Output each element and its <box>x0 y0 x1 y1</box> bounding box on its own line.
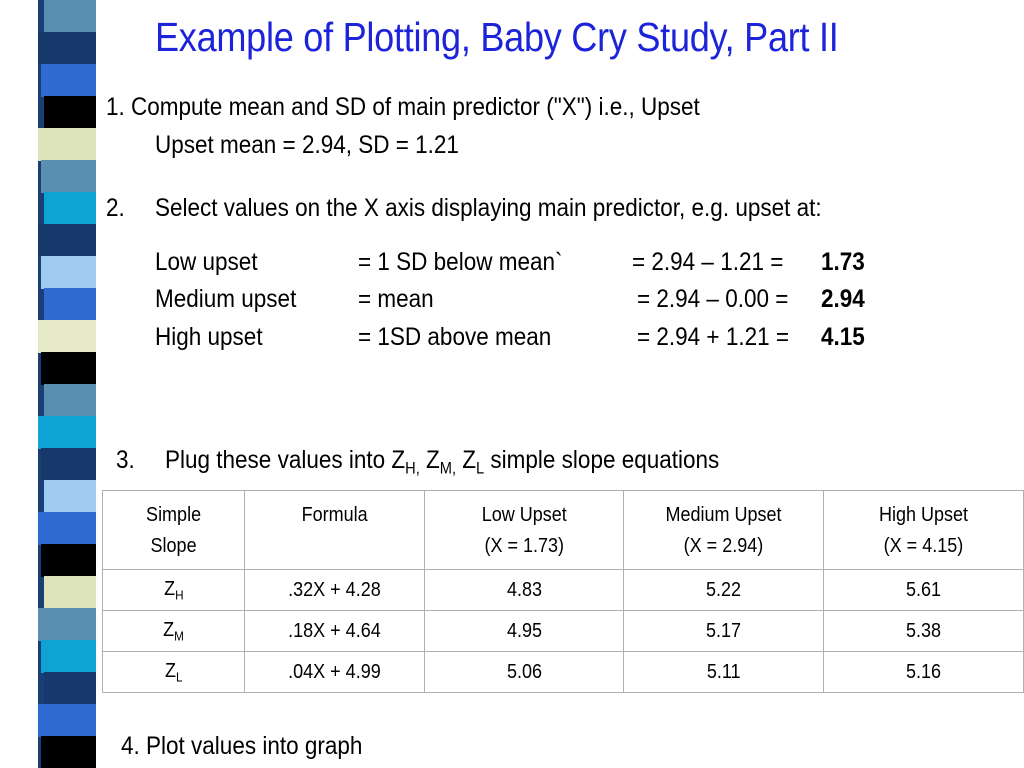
cell-medium: 5.17 <box>624 611 824 652</box>
level-low-definition: = 1 SD below mean` <box>358 248 563 276</box>
cell-slope-zm: $Z_M$ <box>103 611 245 652</box>
level-medium-result: 2.94 <box>821 285 865 313</box>
stripe-segment <box>38 704 96 737</box>
header-formula: Formula <box>244 491 424 570</box>
level-high-result: 4.15 <box>821 323 865 351</box>
table-row <box>103 570 1024 611</box>
cell-formula: .04X + 4.99 <box>244 652 424 693</box>
level-medium-calc: = 2.94 – 0.00 = <box>637 285 789 313</box>
step3-z-m: Z <box>419 446 440 474</box>
step1-line1: 1. Compute mean and SD of main predictor ("X") i.e., Upset <box>106 93 700 121</box>
table-row <box>103 611 1024 652</box>
cell-low: 5.06 <box>424 652 624 693</box>
simple-slopes-table <box>102 490 1024 693</box>
level-high-calc: = 2.94 + 1.21 = <box>637 323 790 351</box>
stripe-segment <box>44 480 96 513</box>
step3-sub-l: L <box>476 459 485 478</box>
step4-text: 4. Plot values into graph <box>121 732 363 760</box>
level-low-name: Low upset <box>155 248 258 276</box>
header-medium-upset: Medium Upset (X = 2.94) <box>624 491 824 570</box>
step1-line2: Upset mean = 2.94, SD = 1.21 <box>155 131 459 159</box>
stripe-segment <box>41 736 96 768</box>
cell-low: 4.95 <box>424 611 624 652</box>
cell-high: 5.38 <box>824 611 1024 652</box>
stripe-segment <box>41 448 96 481</box>
stripe-segment <box>38 512 96 545</box>
step3-suffix: simple slope equations <box>484 446 720 474</box>
stripe-segment <box>38 224 96 257</box>
level-low-calc: = 2.94 – 1.21 = <box>632 248 784 276</box>
stripe-segment <box>38 320 96 353</box>
stripe-segment <box>41 544 96 577</box>
stripe-segment <box>44 576 96 609</box>
stripe-segment <box>44 384 96 417</box>
step3-text <box>165 446 719 479</box>
step2-number: 2. <box>106 194 125 222</box>
cell-high: 5.16 <box>824 652 1024 693</box>
header-low-upset: Low Upset (X = 1.73) <box>424 491 624 570</box>
level-low-result: 1.73 <box>821 248 865 276</box>
level-medium-definition: = mean <box>358 285 434 313</box>
header-simple-slope: Simple Slope <box>103 491 245 570</box>
stripe-segment <box>41 160 96 193</box>
stripe-segment <box>38 416 96 449</box>
level-high-name: High upset <box>155 323 263 351</box>
stripe-segment <box>41 64 96 97</box>
stripe-segment <box>44 0 96 33</box>
cell-high: 5.61 <box>824 570 1024 611</box>
header-high-upset: High Upset (X = 4.15) <box>824 491 1024 570</box>
stripe-segment <box>44 672 96 705</box>
stripe-segment <box>38 608 96 641</box>
cell-medium: 5.22 <box>624 570 824 611</box>
step3-prefix: Plug these values into Z <box>165 446 406 474</box>
decorative-side-stripe <box>0 0 96 768</box>
stripe-segment <box>44 192 96 225</box>
stripe-segment <box>41 640 96 673</box>
stripe-segment <box>41 352 96 385</box>
stripe-segment <box>38 128 96 161</box>
cell-medium: 5.11 <box>624 652 824 693</box>
step3-sub-m: M, <box>439 459 457 478</box>
cell-slope-zh: $Z_H$ <box>103 570 245 611</box>
stripe-segment <box>44 96 96 129</box>
level-high-definition: = 1SD above mean <box>358 323 552 351</box>
table-header-row <box>103 491 1024 570</box>
step3-sub-h: H, <box>405 459 420 478</box>
step3-z-l: Z <box>456 446 477 474</box>
stripe-segment <box>38 32 96 65</box>
cell-formula: .18X + 4.64 <box>244 611 424 652</box>
cell-low: 4.83 <box>424 570 624 611</box>
stripe-segment <box>41 256 96 289</box>
step2-text: Select values on the X axis displaying main predictor, e.g. upset at: <box>155 194 822 222</box>
table-row <box>103 652 1024 693</box>
slide-title: Example of Plotting, Baby Cry Study, Part II <box>155 14 839 60</box>
stripe-segment <box>44 288 96 321</box>
cell-slope-zl: $Z_L$ <box>103 652 245 693</box>
cell-formula: .32X + 4.28 <box>244 570 424 611</box>
step3-number: 3. <box>116 446 135 474</box>
level-medium-name: Medium upset <box>155 285 297 313</box>
